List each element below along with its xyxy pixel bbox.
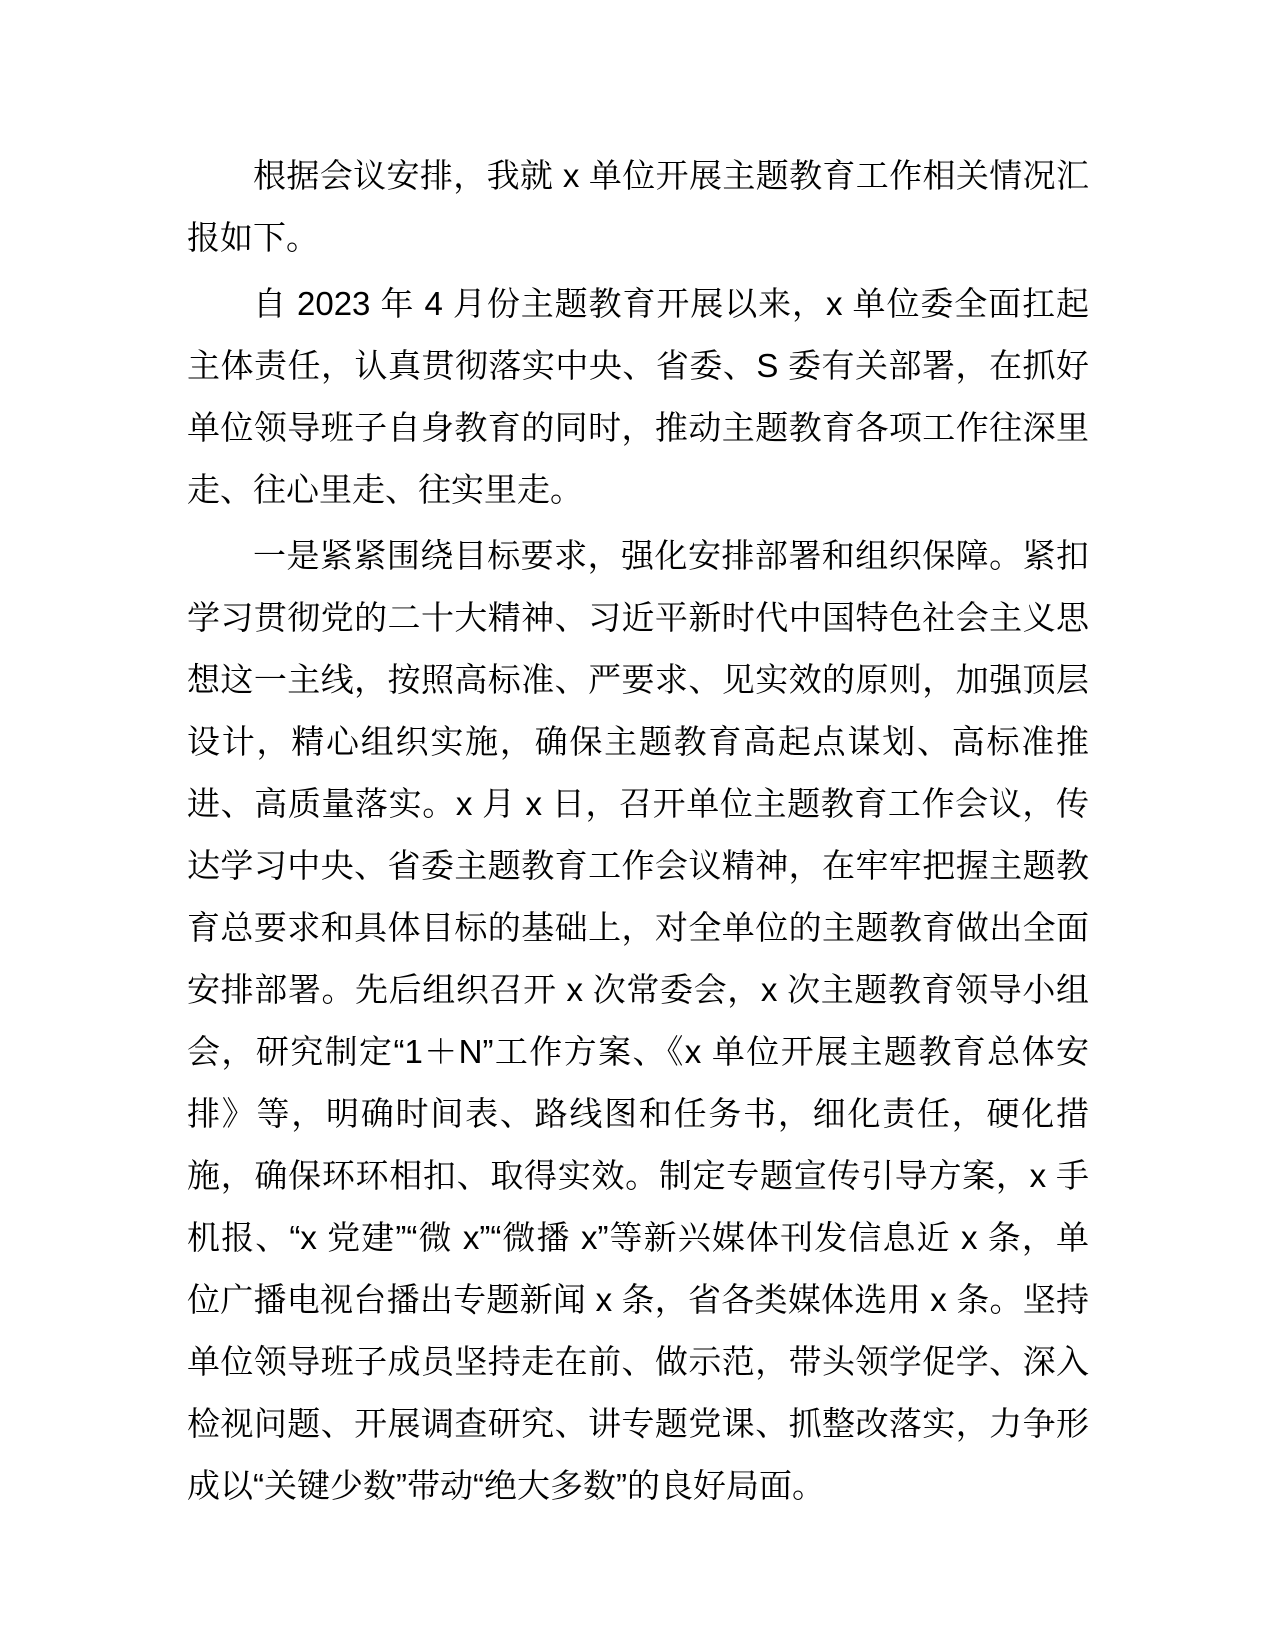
paragraph-intro: 根据会议安排，我就 x 单位开展主题教育工作相关情况汇报如下。 xyxy=(187,157,1089,256)
paragraph-overview: 自 2023 年 4 月份主题教育开展以来，x 单位委全面扛起主体责任，认真贯彻落实中央、省委、S 委有关部署，在抓好单位领导班子自身教育的同时，推动主题教育各项工作往深里走、往心里走、往实里走。 xyxy=(187,285,1089,508)
paragraph-section-one: 一是紧紧围绕目标要求，强化安排部署和组织保障。紧扣学习贯彻党的二十大精神、习近平新时代中国特色社会主义思想这一主线，按照高标准、严要求、见实效的原则，加强顶层设计，精心组织实施，确保主题教育高起点谋划、高标准推进、高质量落实。x 月 x 日，召开单位主题教育工作会议，传达学习中央、省委主题教育工作会议精神，在牢牢把握主题教育总要求和具体目标的基础上，对全单位的主题教育做出全面安排部署。先后组织召开 x 次常委会，x 次主题教育领导小组会，研究制定“1＋N”工作方案、《x 单位开展主题教育总体安排》等，明确时间表、路线图和任务书，细化责任，硬化措施，确保环环相扣、取得实效。制定专题宣传引导方案，x 手机报、“x 党建”“微 x”“微播 x”等新兴媒体刊发信息近 x 条，单位广播电视台播出专题新闻 x 条，省各类媒体选用 x 条。坚持单位领导班子成员坚持走在前、做示范，带头领学促学、深入检视问题、开展调查研究、讲专题党课、抓整改落实，力争形成以“关键少数”带动“绝大多数”的良好局面。 xyxy=(187,537,1089,1504)
document-body xyxy=(187,145,1089,1517)
